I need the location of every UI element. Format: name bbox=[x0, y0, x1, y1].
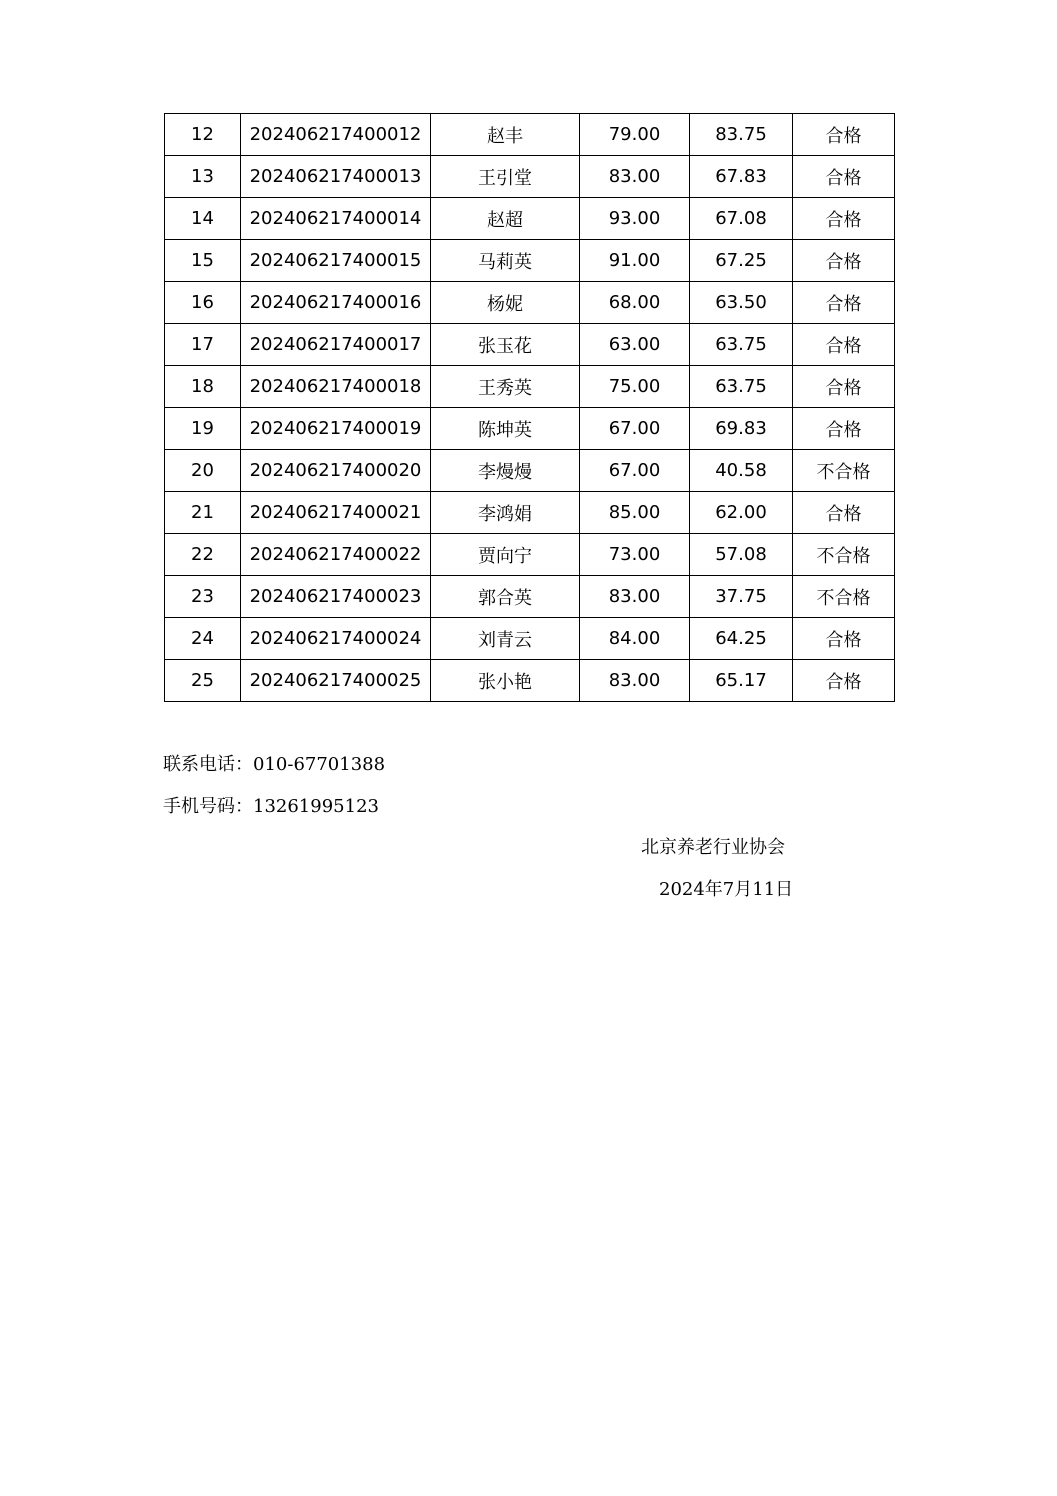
table-row bbox=[165, 156, 895, 198]
cell-exam-id: 202406217400013 bbox=[241, 156, 431, 198]
cell-number: 13 bbox=[165, 156, 241, 198]
cell-number: 15 bbox=[165, 240, 241, 282]
cell-score-1: 75.00 bbox=[580, 366, 690, 408]
cell-score-1: 68.00 bbox=[580, 282, 690, 324]
cell-number: 18 bbox=[165, 366, 241, 408]
cell-number: 16 bbox=[165, 282, 241, 324]
cell-score-2: 67.83 bbox=[690, 156, 793, 198]
cell-name: 贾向宁 bbox=[431, 534, 580, 576]
cell-name: 赵超 bbox=[431, 198, 580, 240]
cell-exam-id: 202406217400019 bbox=[241, 408, 431, 450]
table-row bbox=[165, 282, 895, 324]
cell-exam-id: 202406217400021 bbox=[241, 492, 431, 534]
table-row bbox=[165, 576, 895, 618]
cell-score-2: 67.25 bbox=[690, 240, 793, 282]
cell-score-1: 67.00 bbox=[580, 408, 690, 450]
cell-exam-id: 202406217400020 bbox=[241, 450, 431, 492]
contact-mobile: 手机号码：13261995123 bbox=[163, 796, 379, 817]
cell-number: 21 bbox=[165, 492, 241, 534]
cell-score-1: 67.00 bbox=[580, 450, 690, 492]
cell-name: 杨妮 bbox=[431, 282, 580, 324]
cell-result: 合格 bbox=[793, 492, 895, 534]
table-row bbox=[165, 240, 895, 282]
table-row bbox=[165, 450, 895, 492]
table-row bbox=[165, 660, 895, 702]
cell-score-1: 63.00 bbox=[580, 324, 690, 366]
cell-score-1: 83.00 bbox=[580, 576, 690, 618]
table-row bbox=[165, 324, 895, 366]
cell-result: 合格 bbox=[793, 282, 895, 324]
cell-score-2: 64.25 bbox=[690, 618, 793, 660]
cell-exam-id: 202406217400022 bbox=[241, 534, 431, 576]
cell-score-2: 40.58 bbox=[690, 450, 793, 492]
cell-exam-id: 202406217400018 bbox=[241, 366, 431, 408]
cell-result: 合格 bbox=[793, 156, 895, 198]
cell-score-1: 73.00 bbox=[580, 534, 690, 576]
cell-result: 合格 bbox=[793, 324, 895, 366]
cell-name: 张小艳 bbox=[431, 660, 580, 702]
cell-number: 24 bbox=[165, 618, 241, 660]
cell-exam-id: 202406217400023 bbox=[241, 576, 431, 618]
cell-result: 不合格 bbox=[793, 576, 895, 618]
cell-number: 20 bbox=[165, 450, 241, 492]
cell-score-1: 79.00 bbox=[580, 114, 690, 156]
table-row bbox=[165, 198, 895, 240]
cell-exam-id: 202406217400024 bbox=[241, 618, 431, 660]
cell-result: 合格 bbox=[793, 366, 895, 408]
document-date: 2024年7月11日 bbox=[659, 879, 794, 900]
cell-exam-id: 202406217400014 bbox=[241, 198, 431, 240]
cell-result: 合格 bbox=[793, 114, 895, 156]
cell-score-1: 91.00 bbox=[580, 240, 690, 282]
cell-name: 马莉英 bbox=[431, 240, 580, 282]
cell-score-2: 83.75 bbox=[690, 114, 793, 156]
organization-name: 北京养老行业协会 bbox=[641, 837, 785, 858]
cell-number: 12 bbox=[165, 114, 241, 156]
table-row bbox=[165, 114, 895, 156]
cell-number: 19 bbox=[165, 408, 241, 450]
cell-result: 合格 bbox=[793, 240, 895, 282]
cell-score-1: 83.00 bbox=[580, 156, 690, 198]
cell-name: 张玉花 bbox=[431, 324, 580, 366]
cell-name: 王引堂 bbox=[431, 156, 580, 198]
cell-score-2: 57.08 bbox=[690, 534, 793, 576]
table-row bbox=[165, 534, 895, 576]
cell-score-1: 84.00 bbox=[580, 618, 690, 660]
cell-result: 不合格 bbox=[793, 534, 895, 576]
cell-number: 23 bbox=[165, 576, 241, 618]
cell-result: 不合格 bbox=[793, 450, 895, 492]
cell-exam-id: 202406217400025 bbox=[241, 660, 431, 702]
cell-score-2: 37.75 bbox=[690, 576, 793, 618]
cell-result: 合格 bbox=[793, 660, 895, 702]
cell-name: 郭合英 bbox=[431, 576, 580, 618]
cell-number: 25 bbox=[165, 660, 241, 702]
cell-name: 赵丰 bbox=[431, 114, 580, 156]
cell-score-2: 63.75 bbox=[690, 324, 793, 366]
cell-name: 刘青云 bbox=[431, 618, 580, 660]
cell-score-2: 63.75 bbox=[690, 366, 793, 408]
cell-exam-id: 202406217400015 bbox=[241, 240, 431, 282]
cell-result: 合格 bbox=[793, 408, 895, 450]
table-row bbox=[165, 618, 895, 660]
table-row bbox=[165, 366, 895, 408]
cell-name: 李鸿娟 bbox=[431, 492, 580, 534]
cell-score-1: 93.00 bbox=[580, 198, 690, 240]
contact-phone: 联系电话：010-67701388 bbox=[163, 754, 386, 775]
cell-number: 17 bbox=[165, 324, 241, 366]
results-table bbox=[164, 113, 895, 702]
cell-score-2: 65.17 bbox=[690, 660, 793, 702]
cell-score-2: 62.00 bbox=[690, 492, 793, 534]
cell-name: 王秀英 bbox=[431, 366, 580, 408]
cell-exam-id: 202406217400017 bbox=[241, 324, 431, 366]
cell-result: 合格 bbox=[793, 618, 895, 660]
table-row bbox=[165, 492, 895, 534]
cell-score-1: 83.00 bbox=[580, 660, 690, 702]
cell-score-1: 85.00 bbox=[580, 492, 690, 534]
cell-name: 陈坤英 bbox=[431, 408, 580, 450]
cell-result: 合格 bbox=[793, 198, 895, 240]
cell-number: 14 bbox=[165, 198, 241, 240]
cell-score-2: 67.08 bbox=[690, 198, 793, 240]
results-table-body bbox=[165, 114, 895, 702]
cell-score-2: 63.50 bbox=[690, 282, 793, 324]
cell-exam-id: 202406217400016 bbox=[241, 282, 431, 324]
cell-name: 李熳熳 bbox=[431, 450, 580, 492]
table-row bbox=[165, 408, 895, 450]
cell-exam-id: 202406217400012 bbox=[241, 114, 431, 156]
cell-number: 22 bbox=[165, 534, 241, 576]
cell-score-2: 69.83 bbox=[690, 408, 793, 450]
